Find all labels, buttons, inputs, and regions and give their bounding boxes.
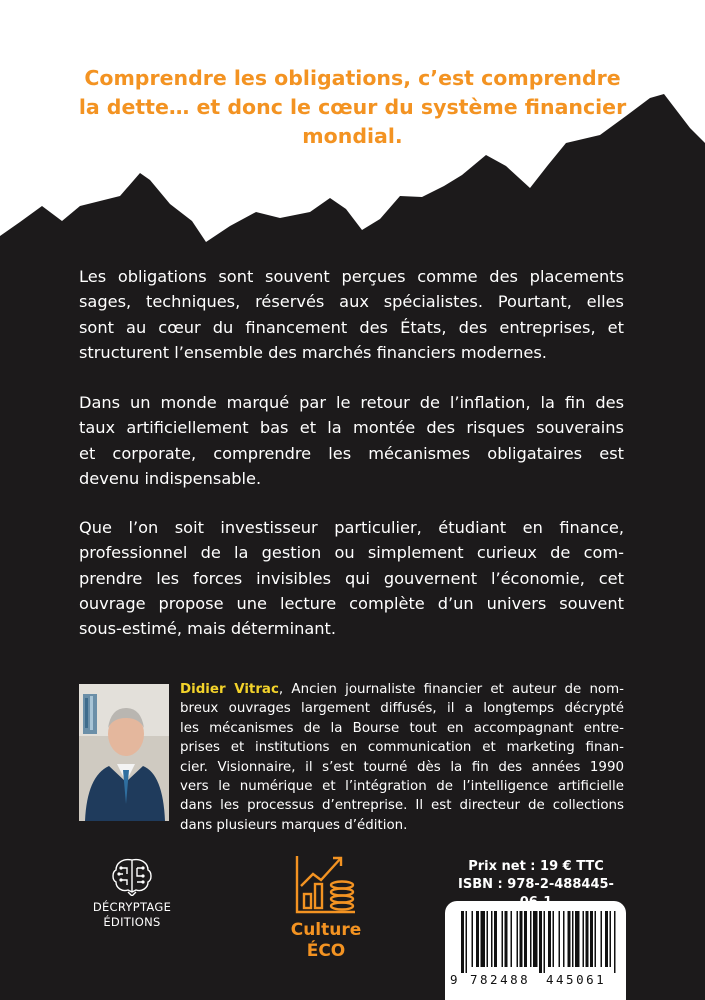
barcode-bar <box>568 911 571 967</box>
barcode-bar <box>505 911 508 967</box>
barcode-bar <box>461 911 464 973</box>
barcode-bar <box>476 911 479 967</box>
barcode-bar <box>517 911 519 967</box>
publisher-logo <box>82 856 182 930</box>
collection-name-line1: Culture <box>290 920 362 940</box>
tagline-line: Comprendre les obligations, c’est comprendre <box>84 66 621 90</box>
barcode-group-left: 782488 <box>470 972 531 987</box>
tagline-line: la dette… et donc le cœur du système financier <box>78 95 627 119</box>
text-line: sous-estimé, mais déterminant. <box>79 619 337 639</box>
growth-chart-coins-icon <box>291 852 361 916</box>
text-line: prendre les forces invisibles qui gouvernent l’économie, cet <box>79 568 624 588</box>
bio-line: cier. Visionnaire, il s’est tourné dès la fin des années 1990 <box>180 759 624 775</box>
text-line: professionnel de la gestion ou simplement curieux de com- <box>79 543 624 563</box>
barcode-group-right: 445061 <box>546 972 607 987</box>
bio-line: les mécanismes de la Bourse tout en accompagnant entre- <box>180 720 624 736</box>
tagline-line: mondial. <box>302 124 403 148</box>
text-line: Que l’on soit investisseur particulier, étudiant en finance, <box>79 518 624 537</box>
barcode-bar <box>605 911 608 967</box>
text-line: taux artificiellement bas et la montée des risques souverains <box>79 418 624 438</box>
barcode-bar <box>610 911 612 967</box>
barcode-bar <box>553 911 555 967</box>
text-line: ouvrage propose une lecture complète d’un univers souvent <box>79 593 624 613</box>
bio-line: vers le numérique et l’intégration de l’intelligence artificielle <box>180 779 624 795</box>
text-line: sont au cœur du financement des États, des entreprises, et <box>79 317 624 337</box>
author-photo <box>79 684 169 821</box>
barcode-bar <box>548 911 551 967</box>
paragraph-1 <box>79 264 624 365</box>
collection-logo <box>276 852 376 962</box>
paragraph-2 <box>79 390 624 491</box>
bio-text: , Ancien journaliste financier et auteur de nom- <box>278 682 624 697</box>
author-bio <box>180 680 624 835</box>
barcode-bar <box>524 911 527 967</box>
barcode-bar <box>472 911 474 967</box>
text-line: devenu indispensable. <box>79 468 262 488</box>
text-line: Les obligations sont souvent perçues comme des placements <box>79 267 624 286</box>
paragraph-3 <box>79 515 624 641</box>
barcode-bar <box>590 911 593 967</box>
text-line: Dans un monde marqué par le retour de l’inflation, la fin des <box>79 393 624 412</box>
barcode-bar <box>601 911 603 967</box>
barcode-bar <box>586 911 589 967</box>
publisher-name-line2: ÉDITIONS <box>103 915 161 929</box>
bio-line <box>180 680 624 699</box>
barcode-bar <box>502 911 504 967</box>
bio-line: dans plusieurs marques d’édition. <box>180 817 408 833</box>
barcode-bar <box>559 911 561 967</box>
barcode-bar <box>494 911 497 967</box>
barcode-bar <box>614 911 616 973</box>
collection-name-line2: ÉCO <box>306 941 346 961</box>
brain-icon <box>109 856 155 896</box>
barcode-bar <box>466 911 468 973</box>
price-label: Prix net : 19 € TTC <box>468 859 604 874</box>
text-line: sages, techniques, réservés aux spécialistes. Pourtant, elles <box>79 292 624 312</box>
isbn-label: ISBN : 978-2-488445- <box>458 877 614 892</box>
barcode-bar <box>491 911 493 967</box>
tagline <box>60 64 645 151</box>
barcode-digit-first: 9 <box>450 972 458 987</box>
bio-line: breux ouvrages largement diffusés, il a longtemps décrypté <box>180 701 624 717</box>
barcode-bar <box>487 911 489 967</box>
text-line: structurent l’ensemble des marchés financiers modernes. <box>79 342 547 362</box>
barcode-bar <box>575 911 580 967</box>
barcode-bar <box>544 911 546 973</box>
author-name: Didier Vitrac <box>180 682 279 697</box>
barcode-bar <box>511 911 513 967</box>
bio-line: dans les processus d’entreprise. Il est directeur de collections <box>180 798 624 814</box>
barcode-bar <box>539 911 542 973</box>
barcode-bar <box>572 911 574 967</box>
publisher-name-line1: DÉCRYPTAGE <box>92 900 172 914</box>
barcode-bar <box>533 911 538 967</box>
barcode-bar <box>563 911 565 967</box>
text-line: et corporate, comprendre les mécanismes obligataires est <box>79 443 624 463</box>
barcode-bar <box>520 911 523 967</box>
barcode-bar <box>530 911 532 967</box>
barcode-bar <box>583 911 585 967</box>
bio-line: prises et institutions en communication et marketing finan- <box>180 740 624 756</box>
barcode-bar <box>481 911 486 967</box>
barcode-bar <box>595 911 597 967</box>
